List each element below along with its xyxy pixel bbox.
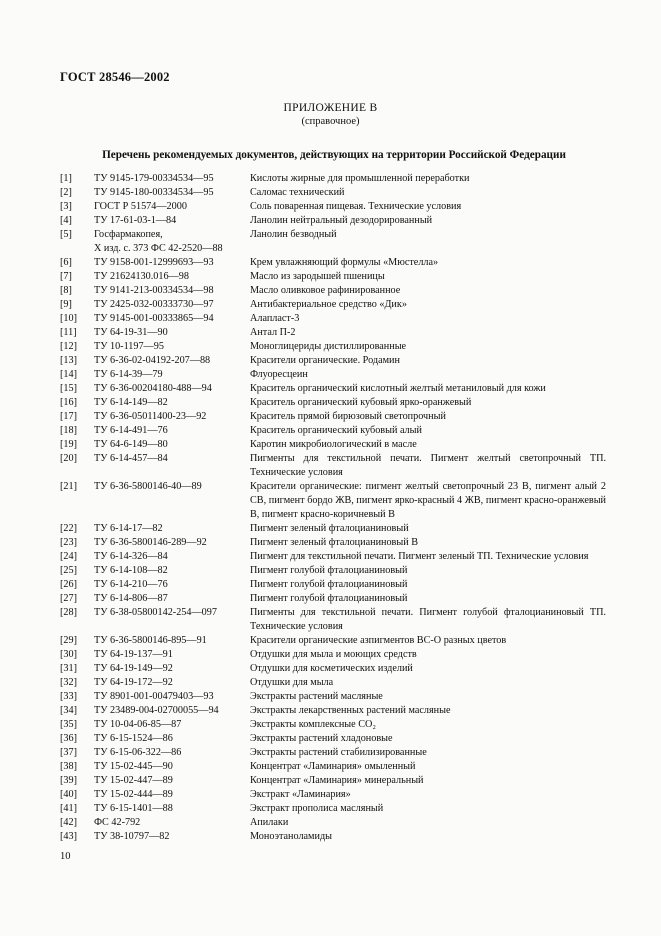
- list-item-title: Красители органические азпигментов ВС-О разных цветов: [250, 635, 507, 646]
- document-code: ФС 42-792: [94, 817, 141, 828]
- list-item: [60, 480, 606, 522]
- list-item-code: [94, 550, 250, 564]
- list-item-title: Краситель прямой бирюзовый светопрочный: [250, 411, 446, 422]
- document-code-continued: Х изд. с. 373 ФС 42-2520—88: [94, 243, 223, 254]
- list-item-number: [32]: [60, 677, 77, 688]
- list-item: [60, 298, 606, 312]
- list-item-code: [94, 830, 250, 844]
- list-item-code: [94, 396, 250, 410]
- list-item-number: [26]: [60, 579, 77, 590]
- list-item-number: [21]: [60, 481, 77, 492]
- document-code: ТУ 9145-180-00334534—95: [94, 187, 214, 198]
- list-item-code: [94, 354, 250, 368]
- list-item-number: [28]: [60, 607, 77, 618]
- list-item-code: [94, 802, 250, 816]
- list-item-title: Экстракт прополиса масляный: [250, 803, 384, 814]
- list-item-code: [94, 760, 250, 774]
- list-item-code: [94, 704, 250, 718]
- list-item-number: [25]: [60, 565, 77, 576]
- document-code: ТУ 64-19-137—91: [94, 649, 173, 660]
- list-item-code: [94, 788, 250, 802]
- list-item-number: [34]: [60, 705, 77, 716]
- list-item-number: [31]: [60, 663, 77, 674]
- list-item: [60, 354, 606, 368]
- document-code: ТУ 8901-001-00479403—93: [94, 691, 214, 702]
- list-item-code: [94, 312, 250, 326]
- list-item: [60, 662, 606, 676]
- list-item-title: Пигмент зеленый фталоцианиновый: [250, 523, 409, 534]
- list-item-code: [94, 676, 250, 690]
- appendix-title: ПРИЛОЖЕНИЕ В: [283, 102, 378, 114]
- list-item-code: [94, 606, 250, 620]
- list-item-code: [94, 480, 250, 494]
- document-code: ТУ 6-38-05800142-254—097: [94, 607, 217, 618]
- appendix-subtitle: (справочное): [301, 116, 360, 127]
- list-item: [60, 774, 606, 788]
- list-item-title: Алапласт-3: [250, 313, 300, 324]
- list-item-number: [15]: [60, 383, 77, 394]
- list-item-title: Флуоресцеин: [250, 369, 308, 380]
- document-code: ТУ 38-10797—82: [94, 831, 170, 842]
- list-item: [60, 606, 606, 634]
- list-item-number: [17]: [60, 411, 77, 422]
- list-item: [60, 270, 606, 284]
- list-item: [60, 816, 606, 830]
- document-code: ТУ 10-1197—95: [94, 341, 164, 352]
- list-item-number: [7]: [60, 271, 72, 282]
- list-item-code: [94, 718, 250, 732]
- list-item: [60, 536, 606, 550]
- document-code: ТУ 15-02-445—90: [94, 761, 173, 772]
- document-code: ТУ 6-14-210—76: [94, 579, 168, 590]
- list-item-number: [19]: [60, 439, 77, 450]
- list-item-code: [94, 186, 250, 200]
- list-item-number: [23]: [60, 537, 77, 548]
- list-item-number: [16]: [60, 397, 77, 408]
- list-item-title: Пигменты для текстильной печати. Пигмент желтый светопрочный ТП. Технические условия: [250, 453, 606, 478]
- standard-header: ГОСТ 28546—2002: [60, 70, 170, 84]
- list-item: [60, 732, 606, 746]
- list-item-code: [94, 424, 250, 438]
- list-item-title: Красители органические: пигмент желтый светопрочный 23 В, пигмент алый 2 СВ, пигмент бордо ЖВ, пигмент ярко-красный 4 ЖВ, пигмент красно-оранжевый В, пигмент красно-коричневый В: [250, 481, 606, 520]
- document-code: Госфармакопея,: [94, 229, 163, 240]
- list-item-code: [94, 816, 250, 830]
- document-code: ТУ 6-36-5800146-895—91: [94, 635, 207, 646]
- list-item-number: [42]: [60, 817, 77, 828]
- document-code: ТУ 6-36-5800146-289—92: [94, 537, 207, 548]
- list-item-code: [94, 270, 250, 284]
- list-item: [60, 564, 606, 578]
- list-item-code: [94, 536, 250, 550]
- list-item-title: Кислоты жирные для промышленной переработки: [250, 173, 470, 184]
- list-item-number: [5]: [60, 229, 72, 240]
- list-item-title: Моноэтаноламиды: [250, 831, 332, 842]
- list-item-title: Экстракт «Ламинария»: [250, 789, 351, 800]
- list-item-title: Каротин микробиологический в масле: [250, 439, 417, 450]
- document-code: ТУ 64-19-172—92: [94, 677, 173, 688]
- list-item: [60, 326, 606, 340]
- document-code: ТУ 6-14-457—84: [94, 453, 168, 464]
- list-item-code: [94, 382, 250, 396]
- document-code: ТУ 6-14-326—84: [94, 551, 168, 562]
- list-item-number: [18]: [60, 425, 77, 436]
- list-item: [60, 746, 606, 760]
- list-item-title: Экстракты комплексные CO₂: [250, 719, 376, 730]
- document-code: ТУ 6-14-39—79: [94, 369, 163, 380]
- list-item: [60, 368, 606, 382]
- document-code: ТУ 6-15-06-322—86: [94, 747, 182, 758]
- document-code: ТУ 2425-032-00333730—97: [94, 299, 214, 310]
- list-item-title: Концентрат «Ламинария» минеральный: [250, 775, 424, 786]
- list-item: [60, 830, 606, 844]
- list-item: [60, 690, 606, 704]
- list-item-title: Крем увлажняющий формулы «Мюстелла»: [250, 257, 439, 268]
- list-item-title: Апилаки: [250, 817, 289, 828]
- list-item-title: Пигмент голубой фталоцианиновый: [250, 593, 408, 604]
- list-item-code: [94, 746, 250, 760]
- list-item-number: [3]: [60, 201, 72, 212]
- document-code: ТУ 6-36-5800146-40—89: [94, 481, 202, 492]
- list-item-title: Ланолин безводный: [250, 229, 337, 240]
- list-item-title: Отдушки для косметических изделий: [250, 663, 413, 674]
- document-code: ГОСТ Р 51574—2000: [94, 201, 187, 212]
- document-code: ТУ 6-36-00204180-488—94: [94, 383, 212, 394]
- list-item-title: Отдушки для мыла и моющих средств: [250, 649, 417, 660]
- list-item-title: Краситель органический кубовый алый: [250, 425, 422, 436]
- list-item-title: Экстракты лекарственных растений масляные: [250, 705, 451, 716]
- list-item: [60, 256, 606, 270]
- document-code: ТУ 6-14-806—87: [94, 593, 168, 604]
- list-item: [60, 760, 606, 774]
- list-item: [60, 186, 606, 200]
- list-item-code: [94, 438, 250, 452]
- list-item-number: [35]: [60, 719, 77, 730]
- list-item-title: Красители органические. Родамин: [250, 355, 400, 366]
- list-item-number: [40]: [60, 789, 77, 800]
- document-code: ТУ 6-36-05011400-23—92: [94, 411, 207, 422]
- list-item: [60, 550, 606, 564]
- list-item-number: [11]: [60, 327, 77, 338]
- list-item-number: [36]: [60, 733, 77, 744]
- document-code: ТУ 15-02-447—89: [94, 775, 173, 786]
- list-item-number: [38]: [60, 761, 77, 772]
- list-item: [60, 452, 606, 480]
- list-item: [60, 718, 606, 732]
- document-code: ТУ 6-15-1401—88: [94, 803, 173, 814]
- list-item: [60, 214, 606, 228]
- list-item: [60, 438, 606, 452]
- list-item-code: [94, 732, 250, 746]
- list-item: [60, 312, 606, 326]
- list-item-number: [10]: [60, 313, 77, 324]
- list-item: [60, 788, 606, 802]
- list-item-title: Экстракты растений стабилизированные: [250, 747, 427, 758]
- list-item-number: [29]: [60, 635, 77, 646]
- list-item-code: [94, 214, 250, 228]
- list-item-code: [94, 326, 250, 340]
- list-item: [60, 802, 606, 816]
- list-item-code: [94, 200, 250, 214]
- list-item-title: Экстракты растений масляные: [250, 691, 383, 702]
- page-number: 10: [60, 851, 71, 862]
- document-code: ТУ 6-14-149—82: [94, 397, 168, 408]
- list-item-number: [24]: [60, 551, 77, 562]
- list-item-title: Экстракты растений хладоновые: [250, 733, 393, 744]
- list-item-code: [94, 592, 250, 606]
- list-item-title: Масло оливковое рафинированное: [250, 285, 401, 296]
- list-item-title: Краситель органический кубовый ярко-оранжевый: [250, 397, 472, 408]
- list-item-code: [94, 410, 250, 424]
- list-item-number: [27]: [60, 593, 77, 604]
- list-item: [60, 592, 606, 606]
- list-item-number: [20]: [60, 453, 77, 464]
- list-item-code: [94, 340, 250, 354]
- document-code: ТУ 9158-001-12999693—93: [94, 257, 214, 268]
- list-item-title: Пигмент голубой фталоцианиновый: [250, 565, 408, 576]
- list-item-number: [37]: [60, 747, 77, 758]
- list-item-number: [30]: [60, 649, 77, 660]
- list-item-number: [33]: [60, 691, 77, 702]
- document-code: ТУ 64-6-149—80: [94, 439, 168, 450]
- document-code: ТУ 6-14-108—82: [94, 565, 168, 576]
- list-item-number: [12]: [60, 341, 77, 352]
- list-item-number: [1]: [60, 173, 72, 184]
- list-item-title: Пигмент зеленый фталоцианиновый В: [250, 537, 419, 548]
- list-item: [60, 522, 606, 536]
- list-item-title: Пигмент для текстильной печати. Пигмент зеленый ТП. Технические условия: [250, 551, 589, 562]
- list-item: [60, 578, 606, 592]
- list-item-number: [8]: [60, 285, 72, 296]
- document-list: [60, 172, 606, 844]
- document-code: ТУ 6-15-1524—86: [94, 733, 173, 744]
- document-code: ТУ 9145-179-00334534—95: [94, 173, 214, 184]
- list-item-title: Отдушки для мыла: [250, 677, 334, 688]
- list-item-title: Краситель органический кислотный желтый метаниловый для кожи: [250, 383, 546, 394]
- list-item-code: [94, 648, 250, 662]
- list-item-title: Соль поваренная пищевая. Технические условия: [250, 201, 462, 212]
- document-code: ТУ 6-14-491—76: [94, 425, 168, 436]
- document-code: ТУ 23489-004-02700055—94: [94, 705, 219, 716]
- document-code: ТУ 9145-001-00333865—94: [94, 313, 214, 324]
- list-item-title: Масло из зародышей пшеницы: [250, 271, 385, 282]
- document-code: ТУ 64-19-149—92: [94, 663, 173, 674]
- list-item-code: [94, 522, 250, 536]
- document-code: ТУ 64-19-31—90: [94, 327, 168, 338]
- list-item-code: [94, 172, 250, 186]
- list-item-number: [2]: [60, 187, 72, 198]
- list-item-number: [22]: [60, 523, 77, 534]
- list-item-number: [6]: [60, 257, 72, 268]
- list-item: [60, 676, 606, 690]
- list-item: [60, 200, 606, 214]
- document-code: ТУ 9141-213-00334534—98: [94, 285, 214, 296]
- document-code: ТУ 21624130.016—98: [94, 271, 189, 282]
- list-item: [60, 382, 606, 396]
- list-item-code: [94, 284, 250, 298]
- list-item-number: [9]: [60, 299, 72, 310]
- list-item-title: Саломас технический: [250, 187, 345, 198]
- list-item: [60, 424, 606, 438]
- list-item: [60, 634, 606, 648]
- document-code: ТУ 15-02-444—89: [94, 789, 173, 800]
- document-code: ТУ 17-61-03-1—84: [94, 215, 177, 226]
- list-item: [60, 410, 606, 424]
- list-item-code: [94, 256, 250, 270]
- list-item: [60, 340, 606, 354]
- list-item-number: [41]: [60, 803, 77, 814]
- document-code: ТУ 10-04-06-85—87: [94, 719, 182, 730]
- list-item-title: Антал П-2: [250, 327, 296, 338]
- list-item-title: Пигмент голубой фталоцианиновый: [250, 579, 408, 590]
- list-item-number: [39]: [60, 775, 77, 786]
- list-item: [60, 396, 606, 410]
- list-item-code: [94, 578, 250, 592]
- list-item: [60, 704, 606, 718]
- list-item: [60, 648, 606, 662]
- list-item-code: [94, 634, 250, 648]
- list-item-title: Концентрат «Ламинария» омыленный: [250, 761, 416, 772]
- list-item-code: [94, 452, 250, 466]
- list-item: [60, 172, 606, 186]
- list-item-number: [14]: [60, 369, 77, 380]
- list-item: [60, 284, 606, 298]
- list-item-code: [94, 774, 250, 788]
- list-item-number: [43]: [60, 831, 77, 842]
- list-item-code: [94, 228, 250, 256]
- list-item-code: [94, 662, 250, 676]
- list-item-title: Моноглицериды дистиллированные: [250, 341, 407, 352]
- list-item: [60, 228, 606, 256]
- document-code: ТУ 6-14-17—82: [94, 523, 163, 534]
- list-item-title: Антибактериальное средство «Дик»: [250, 299, 407, 310]
- list-item-code: [94, 690, 250, 704]
- list-item-number: [13]: [60, 355, 77, 366]
- list-item-number: [4]: [60, 215, 72, 226]
- document-code: ТУ 6-36-02-04192-207—88: [94, 355, 211, 366]
- list-item-code: [94, 368, 250, 382]
- list-item-title: Ланолин нейтральный дезодорированный: [250, 215, 433, 226]
- list-item-title: Пигменты для текстильной печати. Пигмент голубой фталоцианиновый ТП. Технические условия: [250, 607, 606, 632]
- list-item-code: [94, 298, 250, 312]
- list-heading: Перечень рекомендуемых документов, действующих на территории Российской Федерации: [102, 149, 566, 161]
- list-item-code: [94, 564, 250, 578]
